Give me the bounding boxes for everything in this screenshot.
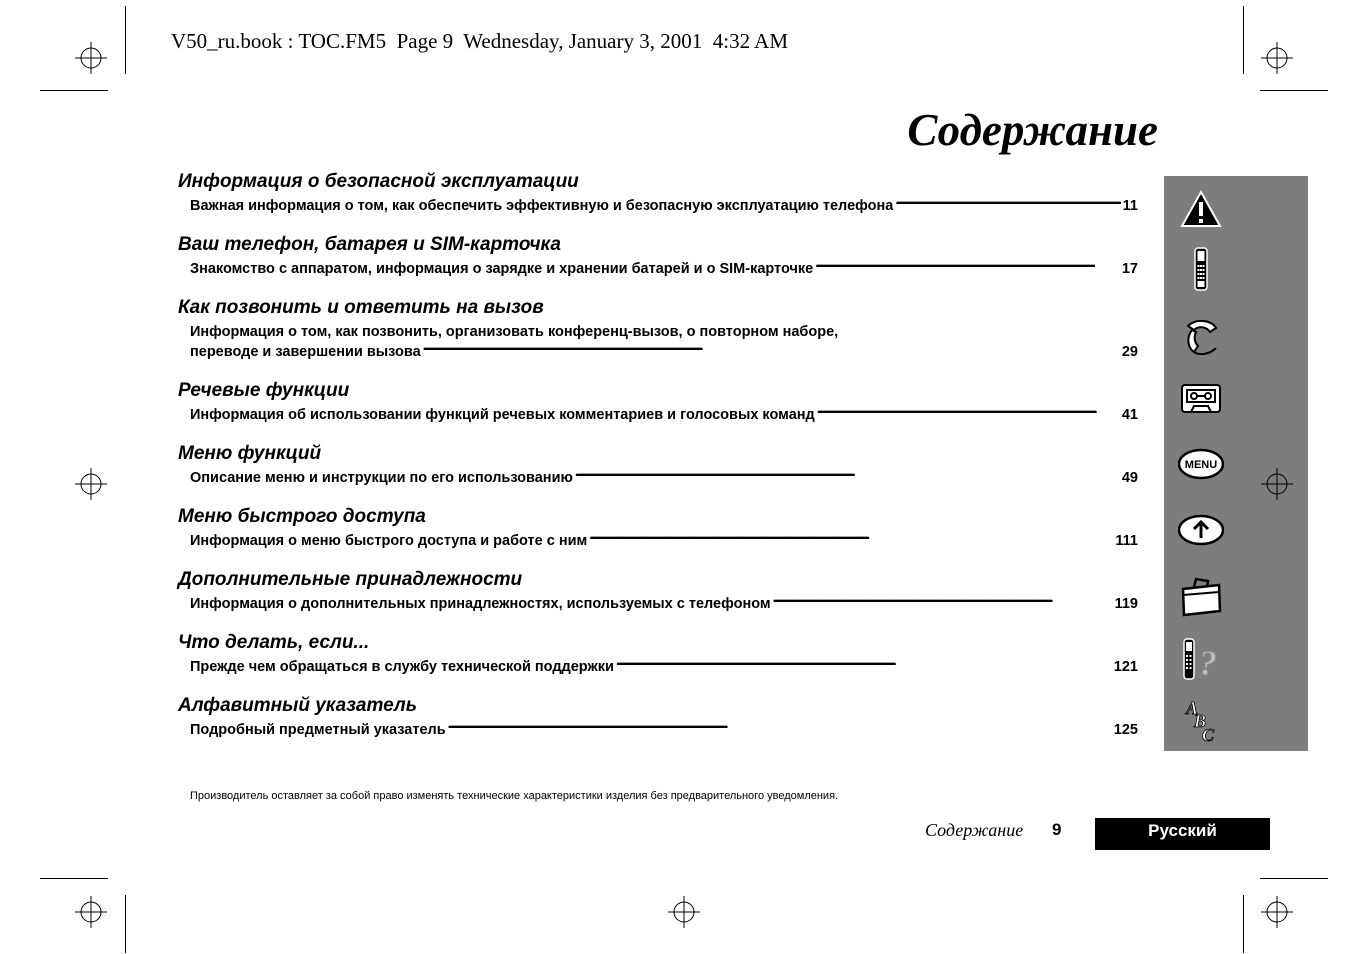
section-title: Ваш телефон, батарея и SIM-карточка bbox=[178, 234, 561, 255]
crop-mark bbox=[1260, 90, 1328, 91]
crop-mark bbox=[1243, 895, 1244, 953]
toc-section-safety[interactable] bbox=[178, 170, 1138, 233]
toc-section-calls[interactable] bbox=[178, 296, 1138, 379]
section-description: Информация о меню быстрого доступа и работе с ним bbox=[190, 533, 588, 549]
toc-section-troubleshooting[interactable] bbox=[178, 631, 1138, 694]
section-title: Речевые функции bbox=[178, 380, 350, 401]
table-of-contents bbox=[178, 170, 1138, 757]
abc-letter-b: B bbox=[1193, 711, 1207, 731]
chapter-icon-sidebar bbox=[1164, 176, 1308, 751]
dot-leader bbox=[817, 405, 1120, 419]
section-title: Дополнительные принадлежности bbox=[178, 569, 523, 590]
page-number: 29 bbox=[1121, 344, 1138, 360]
crop-mark bbox=[125, 6, 126, 74]
crop-mark bbox=[40, 90, 108, 91]
crop-mark bbox=[1243, 6, 1244, 74]
toc-section-phone-battery-sim[interactable] bbox=[178, 233, 1138, 296]
dot-leader bbox=[575, 468, 1120, 482]
dot-leader bbox=[616, 657, 1112, 671]
toc-section-menu[interactable] bbox=[178, 442, 1138, 505]
phone-question-icon[interactable] bbox=[1178, 637, 1224, 683]
menu-key-icon[interactable] bbox=[1178, 441, 1224, 487]
section-title: Алфавитный указатель bbox=[178, 695, 418, 716]
section-description: Описание меню и инструкции по его использованию bbox=[190, 470, 573, 486]
section-title: Информация о безопасной эксплуатации bbox=[178, 171, 579, 192]
registration-mark bbox=[1261, 468, 1293, 500]
dot-leader bbox=[423, 342, 1120, 356]
registration-mark bbox=[1261, 42, 1293, 74]
registration-mark bbox=[668, 896, 700, 928]
warning-icon[interactable] bbox=[1178, 186, 1224, 232]
section-description: Подробный предметный указатель bbox=[190, 722, 446, 738]
briefcase-icon[interactable] bbox=[1178, 573, 1224, 619]
section-title: Что делать, если... bbox=[178, 632, 370, 653]
crop-mark bbox=[125, 895, 126, 953]
section-title: Меню быстрого доступа bbox=[178, 506, 426, 527]
section-description-line: Информация о том, как позвонить, организовать конференц-вызов, о повторном наборе, bbox=[190, 324, 839, 340]
dot-leader bbox=[589, 531, 1113, 545]
section-description: Важная информация о том, как обеспечить эффективную и безопасную эксплуатацию телефона bbox=[190, 198, 894, 214]
abc-letter-c: C bbox=[1201, 725, 1215, 744]
page-number: 41 bbox=[1121, 407, 1138, 423]
svg-text:?: ? bbox=[1199, 643, 1217, 683]
toc-section-accessories[interactable] bbox=[178, 568, 1138, 631]
page-number: 119 bbox=[1114, 596, 1138, 612]
section-description: Информация об использовании функций речевых комментариев и голосовых команд bbox=[190, 407, 815, 423]
crop-mark bbox=[1260, 878, 1328, 879]
page-number: 17 bbox=[1121, 261, 1138, 277]
dot-leader bbox=[895, 196, 1120, 210]
menu-key-label: MENU bbox=[1184, 459, 1218, 471]
registration-mark bbox=[75, 468, 107, 500]
disclaimer-notice: Производитель оставляет за собой право изменять технические характеристики изделия без предварительного уведомления. bbox=[190, 790, 839, 802]
section-description: Информация о дополнительных принадлежностях, используемых с телефоном bbox=[190, 596, 771, 612]
page-number: 49 bbox=[1121, 470, 1138, 486]
phone-icon[interactable] bbox=[1178, 246, 1224, 292]
page-number: 11 bbox=[1122, 198, 1138, 214]
abc-letter-a: A bbox=[1185, 698, 1199, 718]
page-number: 111 bbox=[1115, 533, 1138, 549]
registration-mark bbox=[75, 896, 107, 928]
crop-mark bbox=[40, 878, 108, 879]
section-description: Прежде чем обращаться в службу технической поддержки bbox=[190, 659, 614, 675]
section-description: переводе и завершении вызова bbox=[190, 344, 421, 360]
registration-mark bbox=[75, 42, 107, 74]
dot-leader bbox=[448, 720, 1112, 734]
dot-leader bbox=[773, 594, 1113, 608]
page-title: Содержание bbox=[907, 105, 1158, 155]
toc-section-index[interactable] bbox=[178, 694, 1138, 757]
toc-section-voice[interactable] bbox=[178, 379, 1138, 442]
print-header: V50_ru.book : TOC.FM5 Page 9 Wednesday, January 3, 2001 4:32 AM bbox=[171, 29, 789, 53]
handset-icon[interactable] bbox=[1178, 314, 1224, 360]
cassette-icon[interactable] bbox=[1178, 376, 1224, 422]
footer-page-number: 9 bbox=[1052, 820, 1062, 839]
registration-mark bbox=[1261, 896, 1293, 928]
section-description: Знакомство с аппаратом, информация о зарядке и хранении батарей и о SIM-карточке bbox=[190, 261, 814, 277]
abc-icon[interactable] bbox=[1178, 698, 1224, 744]
section-title: Как позвонить и ответить на вызов bbox=[178, 297, 544, 318]
dot-leader bbox=[815, 259, 1120, 273]
toc-section-quick-access[interactable] bbox=[178, 505, 1138, 568]
section-title: Меню функций bbox=[178, 443, 322, 464]
language-tab: Русский bbox=[1095, 818, 1270, 850]
page-number: 121 bbox=[1113, 659, 1138, 675]
footer-section-label: Содержание bbox=[925, 820, 1024, 840]
up-arrow-key-icon[interactable] bbox=[1178, 507, 1224, 553]
page-number: 125 bbox=[1113, 722, 1138, 738]
